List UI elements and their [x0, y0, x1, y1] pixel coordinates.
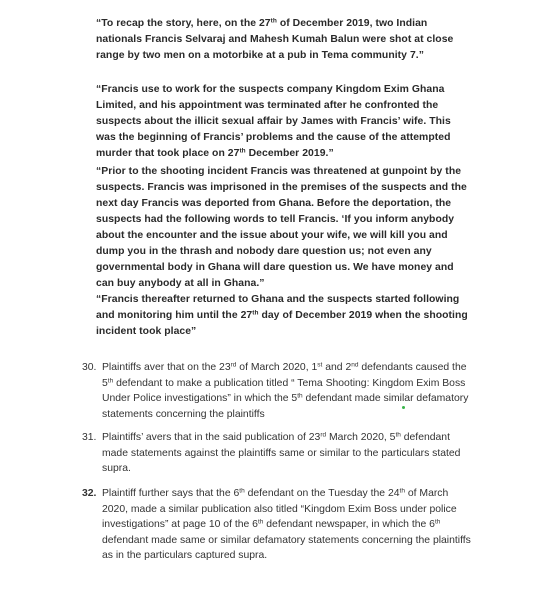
superscript: th	[239, 487, 245, 495]
text-run: Plaintiffs aver that on the 23	[102, 362, 231, 373]
text-run: next day Francis was deported from Ghana. Before the deportation, the	[96, 198, 452, 209]
text-run: range by two men on a motorbike at a pub in Tema community 7.”	[96, 50, 424, 61]
quote-recap	[96, 16, 516, 64]
paragraph-body	[102, 486, 502, 564]
quote-return	[96, 292, 516, 340]
text-run: Under Police investigations” in which the 5	[102, 393, 298, 404]
text-run: defendant	[400, 432, 450, 443]
text-line	[102, 517, 502, 533]
text-line	[96, 244, 516, 260]
text-line	[96, 228, 516, 244]
text-run: defendant on the Tuesday the 24	[244, 488, 400, 499]
text-line	[96, 130, 516, 146]
text-line	[96, 324, 516, 340]
text-run: “Francis use to work for the suspects company Kingdom Exim Ghana	[96, 84, 445, 95]
text-run: defendant newspaper, in which the 6	[263, 519, 435, 530]
text-run: murder that took place on 27	[96, 148, 240, 159]
superscript: th	[297, 392, 303, 400]
text-line	[102, 446, 502, 462]
text-run: of March	[404, 488, 449, 499]
superscript: th	[239, 147, 246, 155]
text-line	[96, 82, 516, 98]
text-line	[102, 548, 502, 564]
text-run: suspects about the illicit sexual affair by James with Francis’ wife. This	[96, 116, 451, 127]
text-run: suspects. Francis was imprisoned in the premises of the suspects and the	[96, 182, 467, 193]
text-run: was the beginning of Francis’ problems and the cause of the attempted	[96, 132, 451, 143]
paragraph-number: 30.	[82, 362, 97, 373]
text-run: March 2020, 5	[326, 432, 396, 443]
text-run: statements concerning the plaintiffs	[102, 408, 265, 420]
text-run: supra.	[102, 463, 131, 474]
text-line	[96, 32, 516, 48]
text-run: Plaintiffs’ avers that in the said publication of 23	[102, 432, 321, 443]
text-line	[102, 376, 502, 392]
text-line	[96, 292, 516, 308]
superscript: th	[395, 431, 401, 439]
superscript: rd	[230, 361, 237, 369]
text-run: 5	[102, 377, 108, 389]
paragraph-32	[82, 486, 502, 564]
text-run: December 2019.”	[245, 148, 334, 159]
superscript: nd	[351, 361, 359, 369]
superscript: th	[257, 518, 264, 526]
paragraph-30	[82, 360, 502, 422]
text-run: can buy anybody at all in Ghana.”	[96, 278, 265, 289]
superscript: th	[270, 17, 277, 25]
text-run: as in the particulars captured supra.	[102, 550, 268, 561]
text-run: of December 2019, two Indian	[276, 18, 428, 29]
quote-threat	[96, 164, 516, 292]
superscript: th	[399, 487, 405, 495]
text-line	[96, 98, 516, 114]
text-run: of March 2020, 1	[236, 362, 318, 373]
superscript: rd	[320, 431, 327, 439]
text-line	[102, 486, 502, 502]
text-run: defendant made similar defamatory	[302, 393, 469, 404]
text-run: “To recap the story, here, on the 27	[96, 18, 271, 29]
text-line	[96, 196, 516, 212]
quote-employment	[96, 82, 516, 162]
text-run: defendants caused the	[358, 362, 467, 373]
scan-mark	[402, 406, 405, 409]
paragraph-body	[102, 430, 502, 477]
text-run: 2020, made a similar publication also titled “Kingdom Exim Boss under police	[102, 503, 457, 515]
text-run: about the encounter and the issue about your wife, we will kill you and	[96, 230, 448, 241]
text-run: dump you in the thrash and nobody dare question us; not even any	[96, 246, 432, 257]
text-run: Plaintiff further says that the 6	[102, 488, 240, 499]
text-line	[102, 360, 502, 376]
text-run: and 2	[322, 362, 352, 373]
superscript: th	[434, 518, 441, 526]
text-run: incident took place”	[96, 326, 197, 337]
paragraph-31	[82, 430, 502, 477]
superscript: st	[317, 361, 323, 369]
text-run: defendant made same or similar defamatory statements concerning the plaintiffs	[102, 534, 471, 546]
text-run: governmental body in Ghana will dare question us. We have money and	[96, 262, 454, 273]
text-line	[102, 502, 502, 518]
text-line	[96, 16, 516, 32]
paragraph-number: 31.	[82, 432, 97, 443]
text-line	[102, 461, 502, 477]
paragraph-number: 32.	[82, 488, 97, 499]
text-run: “Prior to the shooting incident Francis was threatened at gunpoint by the	[96, 166, 462, 177]
superscript: th	[252, 309, 259, 317]
text-run: defendant to make a publication titled “ Tema Shooting: Kingdom Exim Boss	[113, 377, 466, 389]
text-line	[96, 164, 516, 180]
text-line	[102, 391, 502, 407]
text-line	[102, 407, 502, 423]
text-run: made statements against the plaintiffs same or similar to the particulars stated	[102, 447, 461, 459]
text-line	[102, 430, 502, 446]
text-line	[96, 114, 516, 130]
text-run: suspects had the following words to tell Francis. ‘If you inform anybody	[96, 214, 455, 225]
paragraph-body	[102, 360, 502, 422]
text-line	[96, 48, 516, 64]
text-line	[96, 180, 516, 196]
text-line	[96, 308, 516, 324]
text-line	[102, 533, 502, 549]
text-line	[96, 212, 516, 228]
text-line	[96, 146, 516, 162]
text-line	[96, 260, 516, 276]
text-run: nationals Francis Selvaraj and Mahesh Kumah Balun were shot at close	[96, 34, 454, 45]
text-run: and monitoring him until the 27	[96, 310, 253, 321]
text-run: investigations” at page 10 of the 6	[102, 519, 258, 530]
text-line	[96, 276, 516, 292]
text-run: “Francis thereafter returned to Ghana and the suspects started following	[96, 294, 460, 305]
text-run: day of December 2019 when the shooting	[258, 310, 468, 321]
superscript: th	[107, 377, 114, 384]
text-run: Limited, and his appointment was terminated after he confronted the	[96, 100, 439, 111]
